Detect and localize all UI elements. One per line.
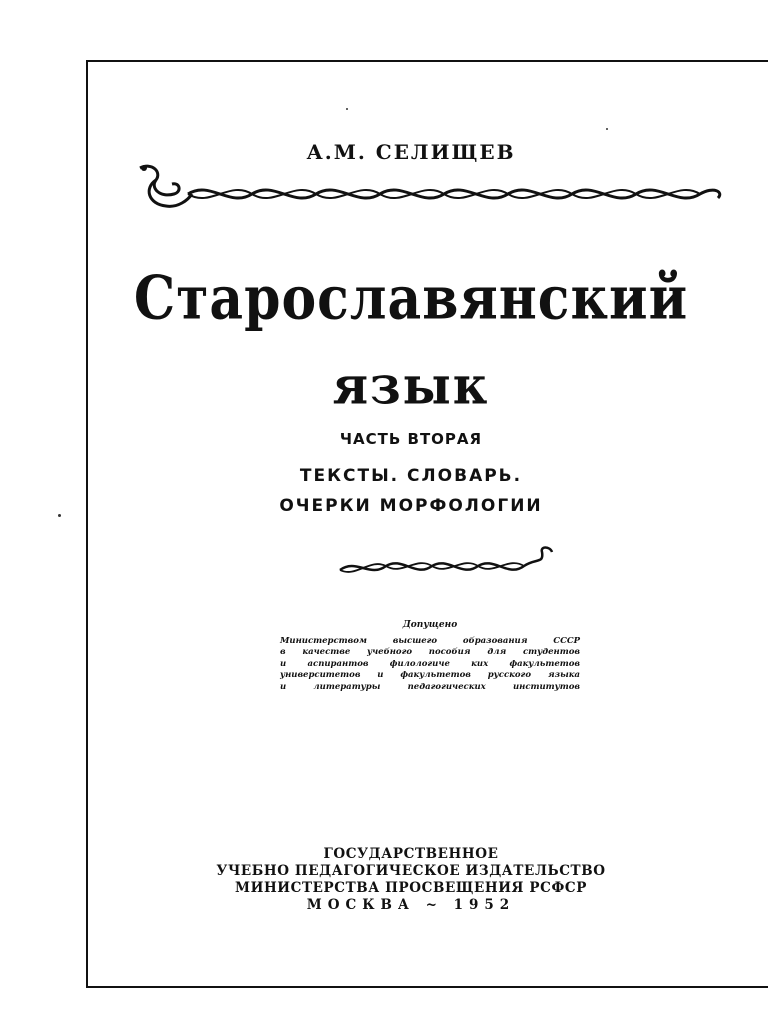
approval-line: Министерством высшего образования СССР (280, 635, 580, 646)
author-name: А.М. СЕЛИЩЕВ (306, 140, 516, 164)
scan-speck (606, 128, 608, 130)
approval-line: университетов и факультетов русского языка (280, 670, 580, 680)
publisher-line-2: УЧЕБНО ПЕДАГОГИЧЕСКОЕ ИЗДАТЕЛЬСТВО (216, 863, 606, 879)
subtitle-line-1: ТЕКСТЫ. СЛОВАРЬ. (299, 466, 523, 486)
publisher-line-1: ГОСУДАРСТВЕННОЕ (323, 846, 499, 862)
approval-heading: Допущено (402, 620, 458, 630)
part-label: ЧАСТЬ ВТОРАЯ (339, 430, 483, 448)
scan-speck (58, 514, 61, 517)
book-title-line-1: Старославянский (133, 263, 689, 334)
scan-speck (346, 108, 348, 110)
bird-rope-ornament-icon (130, 158, 730, 218)
approval-note (280, 620, 580, 693)
publisher-line-3: МИНИСТЕРСТВА ПРОСВЕЩЕНИЯ РСФСР (235, 880, 587, 896)
approval-line: и аспирантов филологиче ких факультетов (280, 658, 580, 669)
rope-ornament-icon (336, 544, 558, 580)
subtitle-line-2: ОЧЕРКИ МОРФОЛОГИИ (279, 496, 543, 516)
book-title-line-2: язык (332, 355, 490, 417)
approval-line: в качестве учебного пособия для студентов (280, 647, 580, 657)
approval-line: и литературы педагогических институтов (280, 681, 580, 692)
publisher-city-year: МОСКВА ~ 1952 (306, 897, 516, 913)
